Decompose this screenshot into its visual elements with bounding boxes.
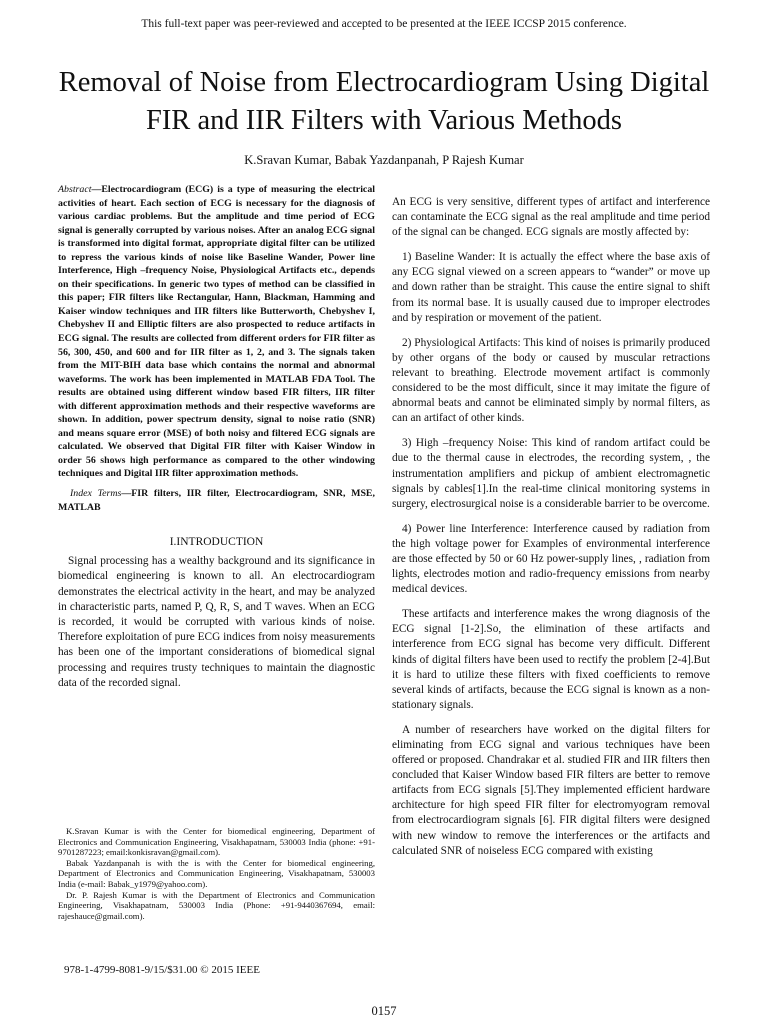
page-number: 0157 [371,1004,397,1018]
author-footnotes [58,826,375,921]
paragraph-high-frequency-noise: 3) High –frequency Noise: This kind of random artifact could be due to the thermal cause in electrodes, the recording system, , the instrumentation amplifiers and pickup of ambient electromagnetic signals by cables[1].In the real-time clinical monitoring systems in surgery, electrosurgical noise is a considerable barrier to be overcome. [392,437,710,510]
paragraph-power-line-interference: 4) Power line Interference: Interference caused by radiation from the high voltage power for Examples of environmental interference are those effected by 50 or 60 Hz power-supply lines, , radiation from lights, electrodes motion and radio-frequency emissions from nearby medical devices. [392,522,710,596]
abstract [58,183,375,481]
footnote-author-2: Babak Yazdanpanah is with the is with the Center for biomedical engineering, Department of Electronics and Communication Engineering, Visakhapatnam, 530003 India (e-mail: Babak_y1979@yahoo.com). [58,857,375,889]
abstract-label: Abstract [58,184,92,195]
isbn-copyright: 978-1-4799-8081-9/15/$31.00 © 2015 IEEE [64,964,260,976]
footnote-author-3: Dr. P. Rajesh Kumar is with the Department of Electronics and Communication Engineering, Visakhapatnam, 530003 India (Phone: +91-9440367694, email: rajeshauce@gmail.com). [58,889,375,921]
footnote-author-1: K.Sravan Kumar is with the Center for biomedical engineering, Department of Electronics and Communication Engineering, Visakhapatnam, 530003 India (phone: +91-9701287223; email:konkisravan@gmail.com). [58,826,375,858]
paragraph-related-work: A number of researchers have worked on the digital filters for eliminating from ECG signal and various techniques have been offered or proposed. Chandrakar et al. studied FIR and IIR filters then concluded that Kaiser Window based FIR filters are better to remove artifacts from ECG signals [5].They implemented efficient hardware architecture for high speed FIR filter for electromyogram removal from electrocardiogram signals [6]. FIR digital filters were designed with new window to remove the interferences or the artifacts and calculated SNR of noiseless ECG compared with existing [392,723,710,857]
abstract-text: —Electrocardiogram (ECG) is a type of measuring the electrical activities of heart. Each section of ECG is necessary for the diagnosis of various cardiac problems. But the amplitude and time period of ECG signal is generally corrupted by various noises. After an analog ECG signal is transformed into digital format, appropriate digital filter can be utilized to repress the various kinds of noise like Baseline Wander, Power line Interference, High –frequency Noise, Physiological Artifacts etc., depends on their specifications. In generic two types of method can be classified in this paper; FIR filters like Rectangular, Hann, Blackman, Hamming and Kaiser window techniques and IIR filters like Butterworth, Chebyshev I, Chebyshev II and Elliptic filters are also prospected to reduce artifacts in ECG signal. The results are collected from different orders for FIR filter as 56, 300, 450, and 600 and for IIR filter as 1, 2, and 3. The signals taken from the MIT-BIH data base which contains the normal and abnormal waveforms. The work has been implemented in MATLAB FDA Tool. The results are obtained using different window based FIR filters, IIR filter with different approximation methods and their respective waveforms are shown. In addition, power spectrum density, signal to noise ratio (SNR) and means square error (MSE) of both noisy and filtered ECG signals are calculated. We observed that Digital FIR filter with Kaiser Window in order 56 shows high performance as compared to the other windowing techniques and Digital IIR filter approximation methods. [58,184,375,480]
paragraph-ecg-sensitivity: An ECG is very sensitive, different types of artifact and interference can contaminate the ECG signal as the real amplitude and time period of the signal can be changed. ECG signals are mostly affected by: [392,196,710,239]
left-column [58,183,375,691]
index-terms-text: —FIR filters, IIR filter, Electrocardiogram, SNR, MSE, MATLAB [58,488,375,513]
index-terms [58,487,375,514]
paragraph-physiological-artifacts: 2) Physiological Artifacts: This kind of noises is primarily produced by other organs of the body or caused by muscular retractions relevant to breathing. Electrode movement artifact is commonly considered to be the most difficult, since it may imitate the figure of abnormal beats and cannot be eliminated simply by normal filters, as can an artifact of other kinds. [392,336,710,425]
introduction-paragraph: Signal processing has a wealthy background and its significance in biomedical engineering is known to all. An electrocardiogram demonstrates the electrical activity in the heart, and may be analyzed in characteristic parts, named P, Q, R, S, and T waves. When an ECG is recorded, it would be corrupted with various kinds of noise. Therefore exploitation of pure ECG indices from noisy measurements has been one of the important considerations of biomedical signal processing and requires trusty techniques to maintain the diagnostic data of the recorded signal. [58,555,375,689]
conference-notice: This full-text paper was peer-reviewed and accepted to be presented at the IEEE ICCSP 2015 conference. [141,18,627,30]
paragraph-artifact-elimination: These artifacts and interference makes the wrong diagnosis of the ECG signal [1-2].So, the elimination of these artifacts and interference from ECG signal has become very difficult. Different kinds of digital filters have been used to rectify the problem [2-4].But it is hard to utilize these filters with fixed coefficients to remove several kinds of artifacts, because the ECG signal is known as a non-stationary signals. [392,608,710,711]
author-list: K.Sravan Kumar, Babak Yazdanpanah, P Rajesh Kumar [244,153,524,167]
section-heading-introduction: I.INTRODUCTION [169,536,264,549]
right-column [392,195,710,869]
index-terms-label: Index Terms [70,488,122,500]
paragraph-baseline-wander: 1) Baseline Wander: It is actually the effect where the base axis of any ECG signal viewed on a screen appears to “wander” or move up and down rather than be straight. This cause the entire signal to shift from its normal base. It is usually caused due to improper electrodes and by respiration or movement of the patient. [392,251,710,324]
paper-title: Removal of Noise from Electrocardiogram Using Digital FIR and IIR Filters with Various Methods [58,67,710,136]
